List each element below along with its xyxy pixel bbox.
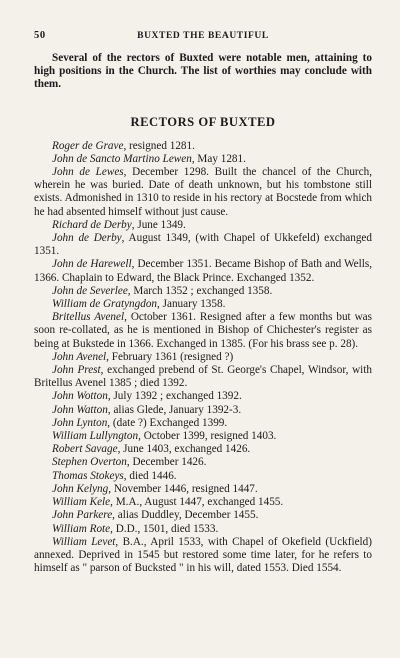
running-head: BUXTED THE BEAUTIFUL — [137, 31, 269, 41]
rector-name: John de Lewes — [52, 166, 124, 179]
rector-entry — [34, 258, 372, 284]
rector-name: Robert Savage — [52, 443, 118, 456]
rector-entry — [34, 364, 372, 390]
rector-name: William Rote — [52, 522, 111, 535]
rector-details: , M.A., August 1447, exchanged 1455. — [110, 496, 284, 509]
rector-entry — [34, 496, 372, 509]
rector-name: Thomas Stokeys — [52, 469, 124, 482]
rector-name: William Kele — [52, 496, 111, 509]
rector-entry — [34, 536, 372, 576]
rector-entry — [34, 509, 372, 522]
rector-details: , (date ?) Exchanged 1399. — [107, 416, 228, 429]
rector-name: John Parkere — [52, 509, 113, 522]
rector-details: , November 1446, resigned 1447. — [108, 482, 258, 495]
rector-entry — [34, 166, 372, 219]
rector-name: John de Sancto Martino Lewen — [52, 152, 192, 165]
rector-details: , March 1352 ; exchanged 1358. — [127, 284, 273, 297]
page-header — [34, 30, 372, 42]
rector-details: , alias Glede, January 1392-3. — [107, 403, 242, 416]
section-title: RECTORS OF BUXTED — [130, 114, 276, 129]
rector-name: William Levet — [52, 535, 116, 548]
rector-details: , August 1349, (with Chapel of Ukkefeld) exchanged 1351. — [34, 232, 372, 258]
rector-details: , June 1349. — [131, 218, 186, 231]
rector-entry — [34, 298, 372, 311]
rector-name: William de Gratyngdon — [52, 298, 158, 311]
rector-entry — [34, 470, 372, 483]
rector-details: , July 1392 ; exchanged 1392. — [107, 390, 242, 403]
rector-entry — [34, 483, 372, 496]
rector-details: , December 1351. Became Bishop of Bath and Wells, 1366. Chaplain to Edward, the Black Prince. Exchanged 1352. — [34, 258, 372, 284]
rector-details: , died 1446. — [123, 469, 177, 482]
rector-details: , resigned 1281. — [123, 139, 195, 152]
rector-details: , February 1361 (resigned ?) — [106, 350, 234, 363]
rector-name: John de Derby — [52, 232, 122, 245]
rector-details: , October 1399, resigned 1403. — [138, 430, 277, 443]
rector-details: , December 1426. — [126, 456, 207, 469]
intro-paragraph: Several of the rectors of Buxted were notable men, attaining to high positions in the Church. The list of worthies may conclude with them. — [34, 52, 372, 91]
rector-name: Britellus Avenel — [52, 311, 125, 324]
rector-entry — [34, 443, 372, 456]
rector-entry — [34, 219, 372, 232]
rector-details: , January 1358. — [157, 298, 226, 311]
rector-name: Richard de Derby — [52, 218, 132, 231]
rector-details: , D.D., 1501, died 1533. — [110, 522, 219, 535]
rector-entry — [34, 140, 372, 153]
rector-name: Stephen Overton — [52, 456, 127, 469]
rector-name: John de Harewell — [52, 258, 132, 271]
rector-name: John Wotton — [52, 390, 108, 403]
rector-name: John Avenel — [52, 350, 107, 363]
rector-entry — [34, 430, 372, 443]
page-number: 50 — [34, 30, 46, 41]
rector-details: , B.A., April 1533, with Chapel of Okefield (Uckfield) annexed. Deprived in 1545 but restored some time later, for he refers to himself as " parson of Bucksted " in his will, dated 1553. Died 1554. — [34, 535, 372, 575]
rector-details: , exchanged prebend of St. George's Chapel, Windsor, with Britellus Avenel 1385 ; died 1392. — [34, 364, 372, 390]
rector-details: , June 1403, exchanged 1426. — [117, 443, 251, 456]
rector-details: , alias Duddley, December 1455. — [112, 509, 259, 522]
rector-name: John Kelyng — [52, 482, 109, 495]
rector-entry — [34, 523, 372, 536]
rector-name: William Lullyngton — [52, 430, 139, 443]
rector-entry — [34, 153, 372, 166]
rector-details: , October 1361. Resigned after a few months but was soon re-collated, as he is mentioned in Bishop of Chichester's register as being at Bukstede in 1366. Exchanged in 1385. (For his brass see p. 28). — [34, 311, 372, 350]
rector-name: John de Severlee — [52, 284, 128, 297]
rector-name: John Watton — [52, 403, 108, 416]
rectors-list — [34, 140, 372, 576]
rector-entry — [34, 390, 372, 403]
rector-entry — [34, 417, 372, 430]
rector-details: , May 1281. — [191, 152, 246, 165]
rector-entry — [34, 351, 372, 364]
rector-details: , December 1298. Built the chancel of the Church, wherein he was buried. Date of death unknown, but his tombstone still exists. Admonished in 1310 to reside in his rectory at Bocstede from which he had absented himself without just cause. — [34, 166, 372, 218]
rector-name: Roger de Grave — [52, 139, 124, 152]
rector-entry — [34, 456, 372, 469]
rector-entry — [34, 404, 372, 417]
rector-name: John Lynton — [52, 416, 108, 429]
rector-name: John Prest — [52, 364, 101, 377]
rector-entry — [34, 285, 372, 298]
rector-entry — [34, 311, 372, 351]
rector-entry — [34, 232, 372, 258]
